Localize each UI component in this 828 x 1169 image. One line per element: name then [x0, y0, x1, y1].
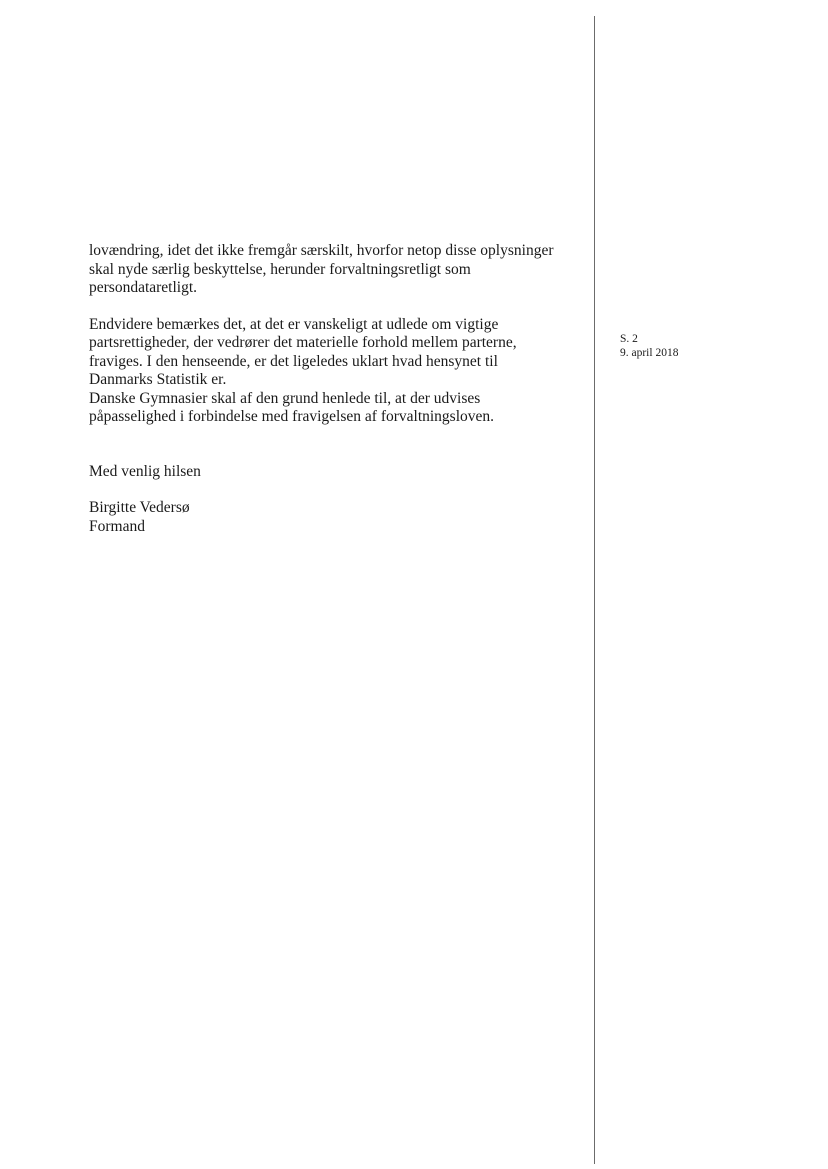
- closing-salutation: Med venlig hilsen: [89, 462, 201, 480]
- signatory-name: Birgitte Vedersø: [89, 499, 190, 516]
- paragraph-2: Endvidere bemærkes det, at det er vanskeligt at udlede om vigtige partsrettigheder, der vedrører det materielle forhold mellem parterne, fraviges. I den henseende, er det ligeledes uklart hvad hensynet til Danmarks Statistik er. Danske Gymnasier skal af den grund henlede til, at der udvises påpasselighed i forbindelse med fravigelsen af forvaltningsloven.: [89, 315, 517, 425]
- signatory-title: Formand: [89, 517, 145, 535]
- page-number: S. 2: [620, 333, 638, 345]
- letter-date: 9. april 2018: [620, 347, 679, 359]
- margin-divider-line: [594, 16, 595, 1164]
- letter-body: [89, 242, 589, 536]
- sidebar-meta: [620, 332, 678, 360]
- paragraph-1: lovændring, idet det ikke fremgår særskilt, hvorfor netop disse oplysninger skal nyde særlig beskyttelse, herunder forvaltningsretligt som persondataretligt.: [89, 242, 554, 296]
